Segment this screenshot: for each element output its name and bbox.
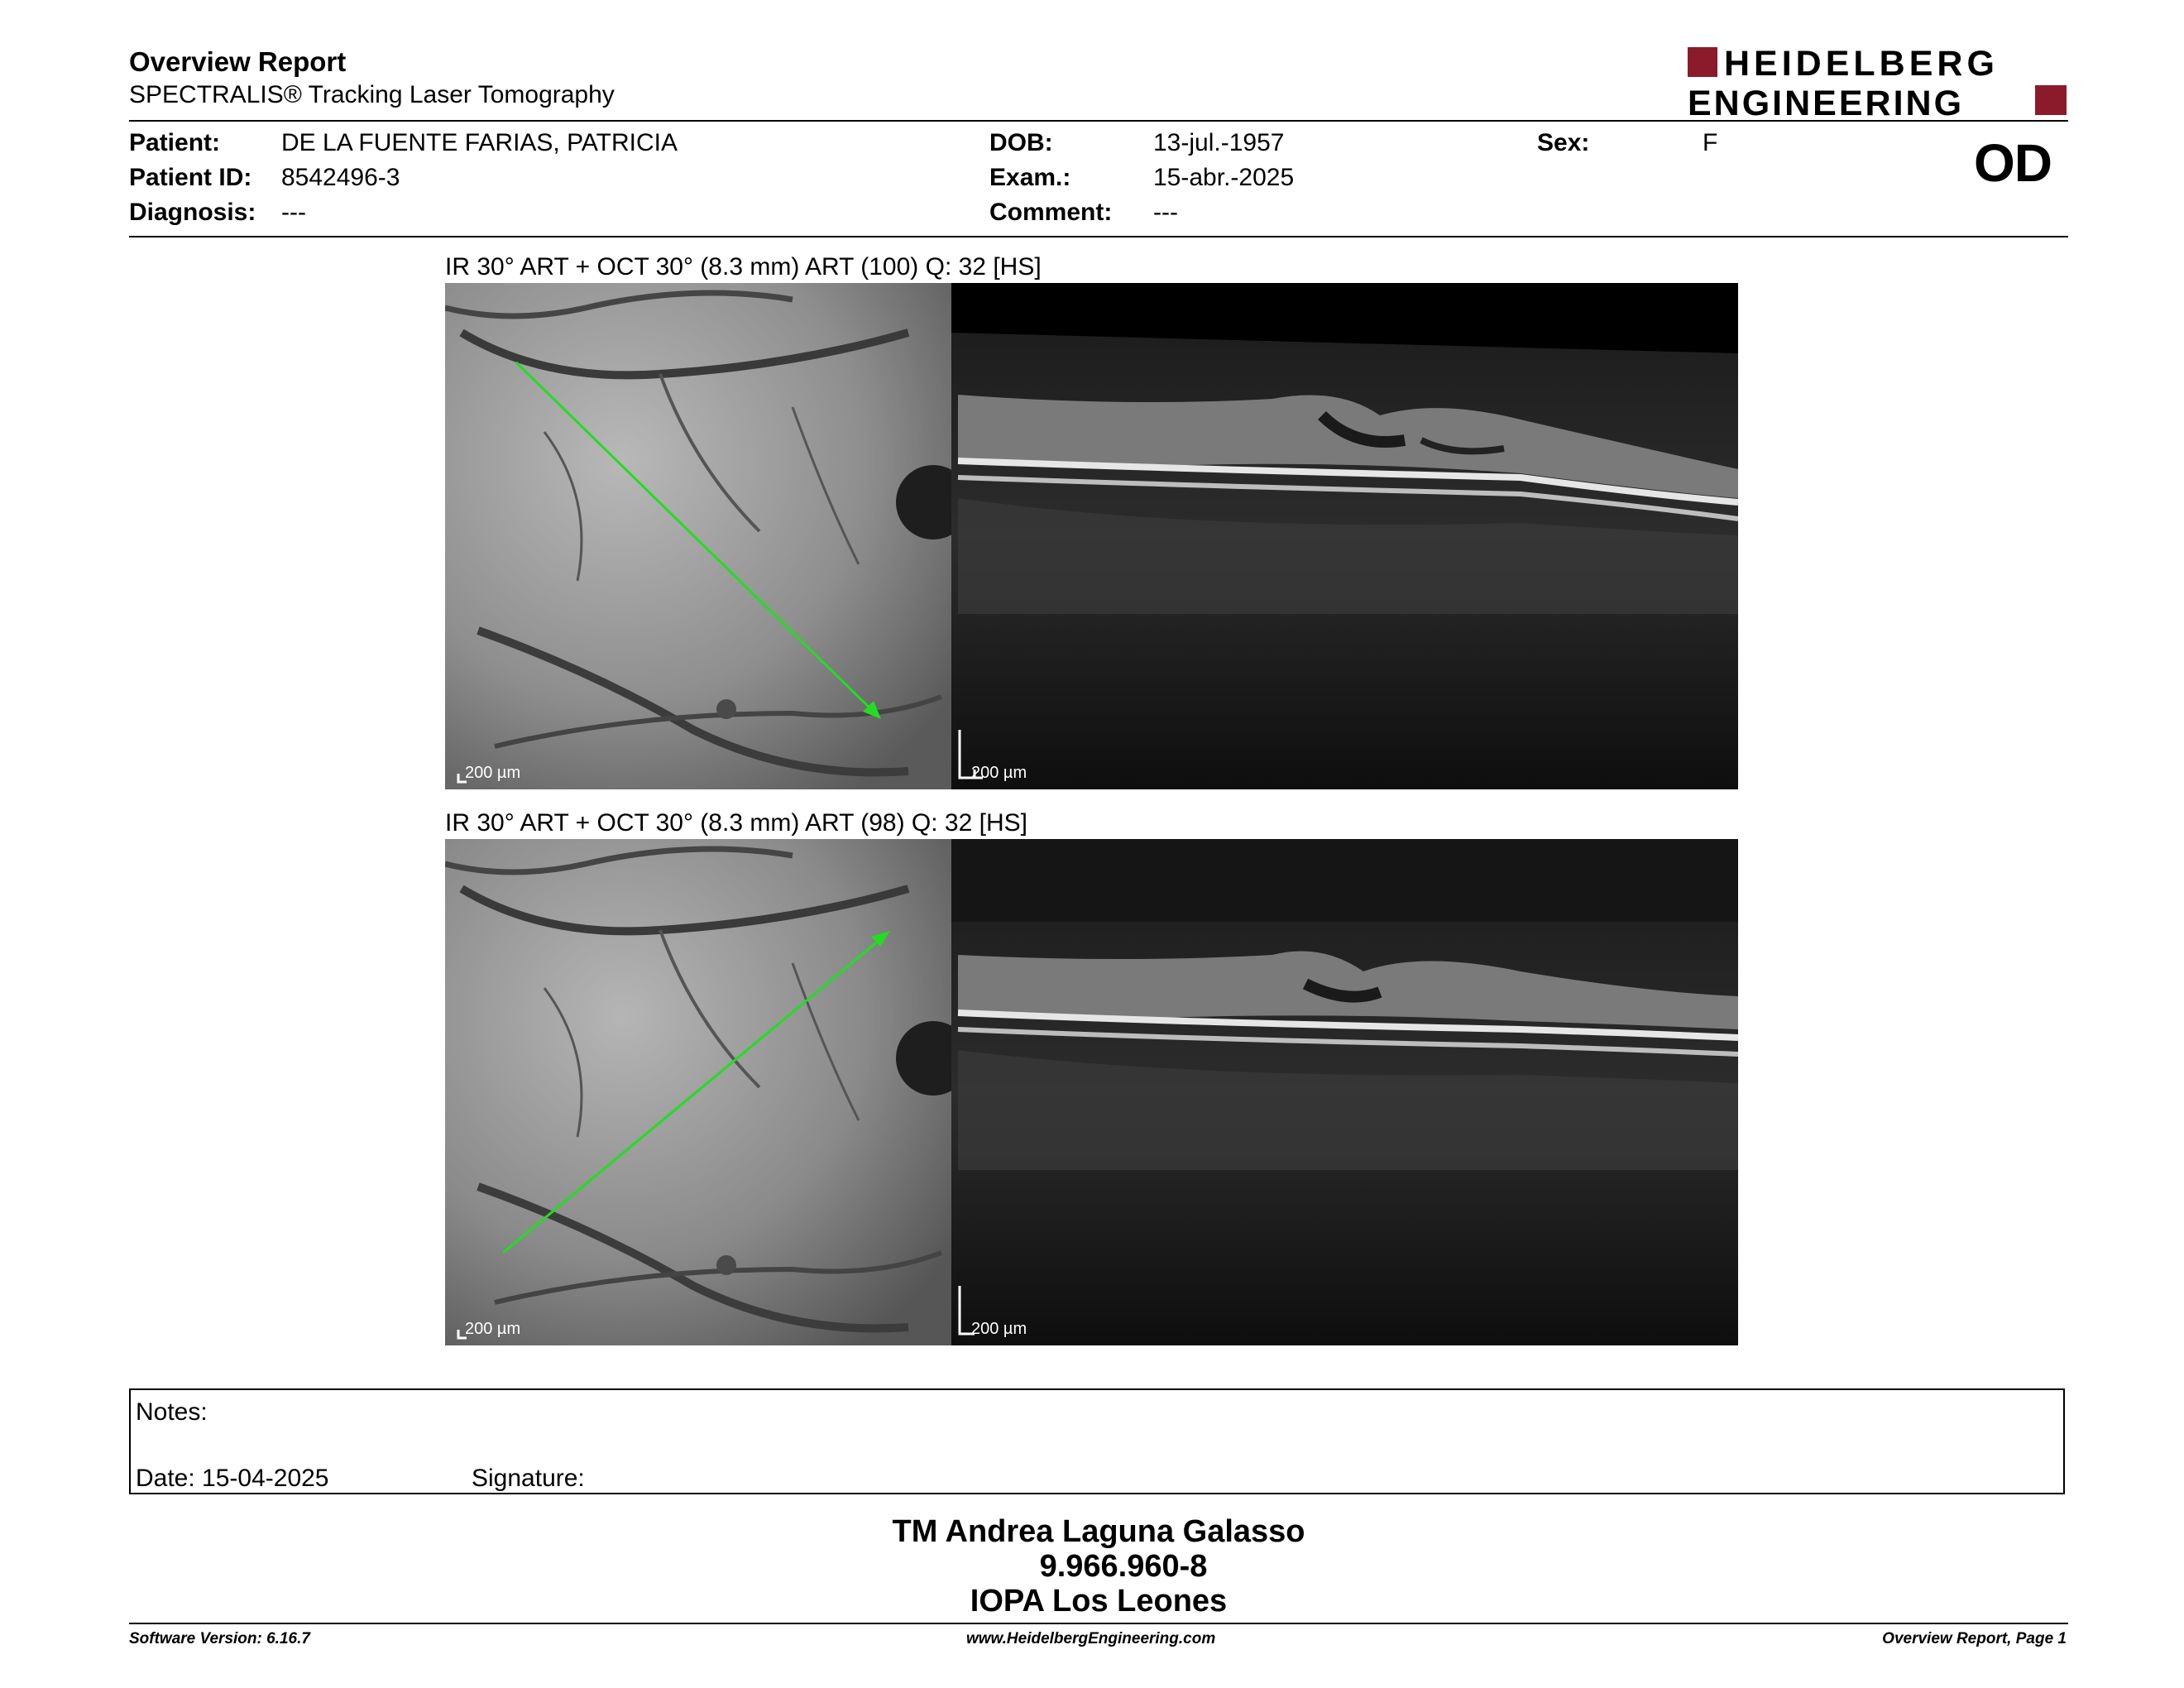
- signature-label: Signature:: [472, 1465, 585, 1492]
- logo-line1: HEIDELBERG: [1724, 46, 1999, 84]
- oct-scale-label-1: 200 µm: [971, 764, 1027, 782]
- scan-images-1: [445, 283, 1738, 789]
- patient-id: 8542496-3: [281, 164, 400, 191]
- website-link[interactable]: www.HeidelbergEngineering.com: [966, 1630, 1216, 1647]
- patient-id-label: Patient ID:: [129, 164, 252, 191]
- diagnosis-label: Diagnosis:: [129, 199, 256, 226]
- notes-date: Date: 15-04-2025: [136, 1465, 329, 1492]
- ir-scale-label-2: 200 µm: [465, 1320, 521, 1338]
- eye-indicator: OD: [1974, 133, 2052, 193]
- stamp-line-3: IOPA Los Leones: [970, 1584, 1228, 1618]
- oct-bscan-image-2: [951, 839, 1738, 1345]
- sex-label: Sex:: [1537, 129, 1590, 156]
- patient-label: Patient:: [129, 129, 221, 156]
- exam-label: Exam.:: [989, 164, 1071, 191]
- comment-label: Comment:: [989, 199, 1113, 226]
- ir-scale-label-1: 200 µm: [465, 764, 521, 782]
- sex-value: F: [1703, 129, 1718, 156]
- header-divider: [129, 120, 2068, 122]
- report-subtitle: SPECTRALIS® Tracking Laser Tomography: [129, 81, 615, 108]
- info-divider: [129, 236, 2068, 237]
- ir-fundus-image-1: [445, 283, 970, 789]
- scan-panel-2: [445, 839, 1738, 1345]
- stamp-line-2: 9.966.960-8: [1039, 1549, 1208, 1584]
- scan-panel-1: [445, 283, 1738, 789]
- scan-caption-2: IR 30° ART + OCT 30° (8.3 mm) ART (98) Q: 32 [HS]: [445, 809, 1027, 837]
- ir-fundus-image-2: [445, 839, 970, 1345]
- page-number: Overview Report, Page 1: [1882, 1630, 2067, 1647]
- comment-value: ---: [1153, 199, 1178, 226]
- notes-label: Notes:: [136, 1398, 208, 1426]
- stamp-line-1: TM Andrea Laguna Galasso: [892, 1514, 1305, 1549]
- dob-value: 13-jul.-1957: [1153, 129, 1285, 156]
- dob-label: DOB:: [989, 129, 1053, 156]
- scan-images-2: [445, 839, 1738, 1345]
- scan-caption-1: IR 30° ART + OCT 30° (8.3 mm) ART (100) Q: 32 [HS]: [445, 253, 1042, 281]
- exam-value: 15-abr.-2025: [1153, 164, 1295, 191]
- software-version: Software Version: 6.16.7: [129, 1630, 310, 1647]
- heidelberg-logo: [1688, 46, 2067, 118]
- notes-box: [129, 1388, 2065, 1494]
- report-title: Overview Report: [129, 46, 347, 77]
- logo-line2: ENGINEERING: [1688, 84, 1965, 118]
- diagnosis-value: ---: [281, 199, 306, 226]
- patient-name: DE LA FUENTE FARIAS, PATRICIA: [281, 129, 678, 156]
- oct-scale-label-2: 200 µm: [971, 1320, 1027, 1338]
- footer-divider: [129, 1623, 2068, 1624]
- oct-bscan-image-1: [951, 283, 1738, 789]
